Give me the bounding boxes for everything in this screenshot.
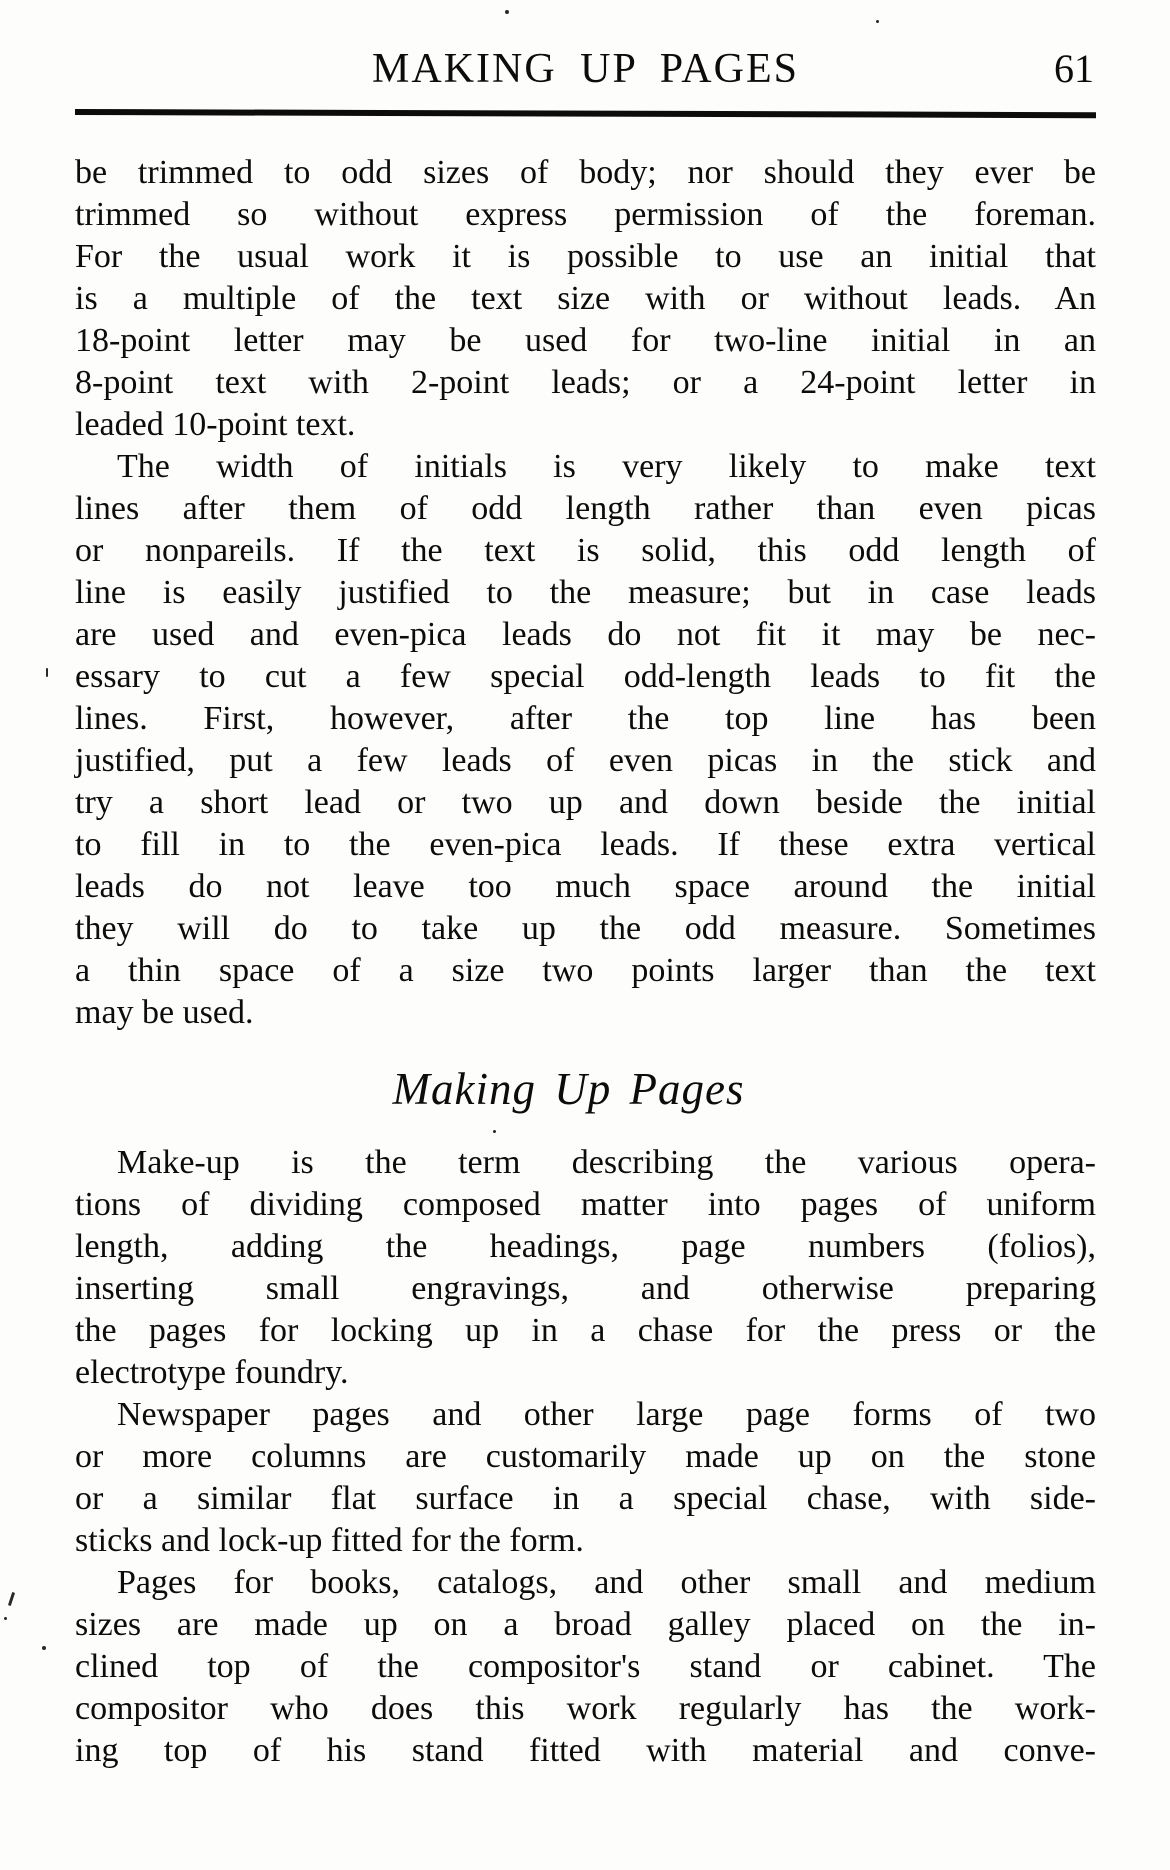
text-line: The width of initials is very likely to make text: [117, 448, 1096, 485]
header-rule: [75, 109, 1096, 118]
text-line: sizes are made up on a broad galley placed on the in-: [75, 1606, 1096, 1643]
text-line: leads do not leave too much space around the initial: [75, 868, 1096, 905]
scan-speck: [42, 1646, 46, 1650]
paragraph: [75, 1562, 1096, 1772]
text-line: may be used.: [75, 994, 254, 1031]
text-line: electrotype foundry.: [75, 1354, 349, 1391]
text-line: or nonpareils. If the text is solid, this odd length of: [75, 532, 1096, 569]
paragraph: [75, 446, 1096, 1034]
text-line: compositor who does this work regularly has the work-: [75, 1690, 1096, 1727]
text-line: Newspaper pages and other large page forms of two: [117, 1396, 1096, 1433]
scan-speck: [46, 668, 48, 677]
text-line: lines. First, however, after the top line has been: [75, 700, 1096, 737]
text-line: tions of dividing composed matter into pages of uniform: [75, 1186, 1096, 1223]
text-line: sticks and lock-up fitted for the form.: [75, 1522, 584, 1559]
text-line: 8-point text with 2-point leads; or a 24-point letter in: [75, 364, 1096, 401]
scan-speck: [8, 1592, 15, 1606]
text-line: they will do to take up the odd measure. Sometimes: [75, 910, 1096, 947]
running-head: [75, 42, 1096, 96]
text-line: are used and even-pica leads do not fit it may be nec-: [75, 616, 1096, 653]
text-line: inserting small engravings, and otherwise preparing: [75, 1270, 1096, 1307]
text-line: lines after them of odd length rather than even picas: [75, 490, 1096, 527]
text-line: a thin space of a size two points larger than the text: [75, 952, 1096, 989]
text-line: the pages for locking up in a chase for the press or the: [75, 1312, 1096, 1349]
book-page: [75, 0, 1096, 1772]
text-line: is a multiple of the text size with or without leads. An: [75, 280, 1096, 317]
text-line: try a short lead or two up and down beside the initial: [75, 784, 1096, 821]
text-line: to fill in to the even-pica leads. If these extra vertical: [75, 826, 1096, 863]
text-line: For the usual work it is possible to use an initial that: [75, 238, 1096, 275]
text-line: justified, put a few leads of even picas in the stick and: [75, 742, 1096, 779]
text-line: or more columns are customarily made up on the stone: [75, 1438, 1096, 1475]
scan-speck: [493, 1130, 496, 1133]
text-line: Make-up is the term describing the various opera-: [117, 1144, 1096, 1181]
text-line: Pages for books, catalogs, and other small and medium: [117, 1564, 1096, 1601]
paragraph: [75, 1394, 1096, 1562]
text-line: trimmed so without express permission of the foreman.: [75, 196, 1096, 233]
scan-speck: [4, 1617, 7, 1620]
text-line: or a similar flat surface in a special chase, with side-: [75, 1480, 1096, 1517]
paragraph: [75, 1142, 1096, 1394]
scan-speck: [876, 20, 879, 23]
text-line: length, adding the headings, page numbers (folios),: [75, 1228, 1096, 1265]
text-line: ing top of his stand fitted with material and conve-: [75, 1732, 1096, 1769]
text-line: line is easily justified to the measure; but in case leads: [75, 574, 1096, 611]
scan-speck: [505, 10, 509, 14]
section-heading: Making Up Pages: [392, 1064, 745, 1114]
running-head-title: MAKING UP PAGES: [372, 46, 799, 92]
text-line: 18-point letter may be used for two-line initial in an: [75, 322, 1096, 359]
page-body: [75, 152, 1096, 1772]
text-line: be trimmed to odd sizes of body; nor should they ever be: [75, 154, 1096, 191]
paragraph: [75, 152, 1096, 446]
text-line: essary to cut a few special odd-length leads to fit the: [75, 658, 1096, 695]
page-number: 61: [1054, 46, 1094, 91]
text-line: leaded 10-point text.: [75, 406, 356, 443]
text-line: clined top of the compositor's stand or cabinet. The: [75, 1648, 1096, 1685]
